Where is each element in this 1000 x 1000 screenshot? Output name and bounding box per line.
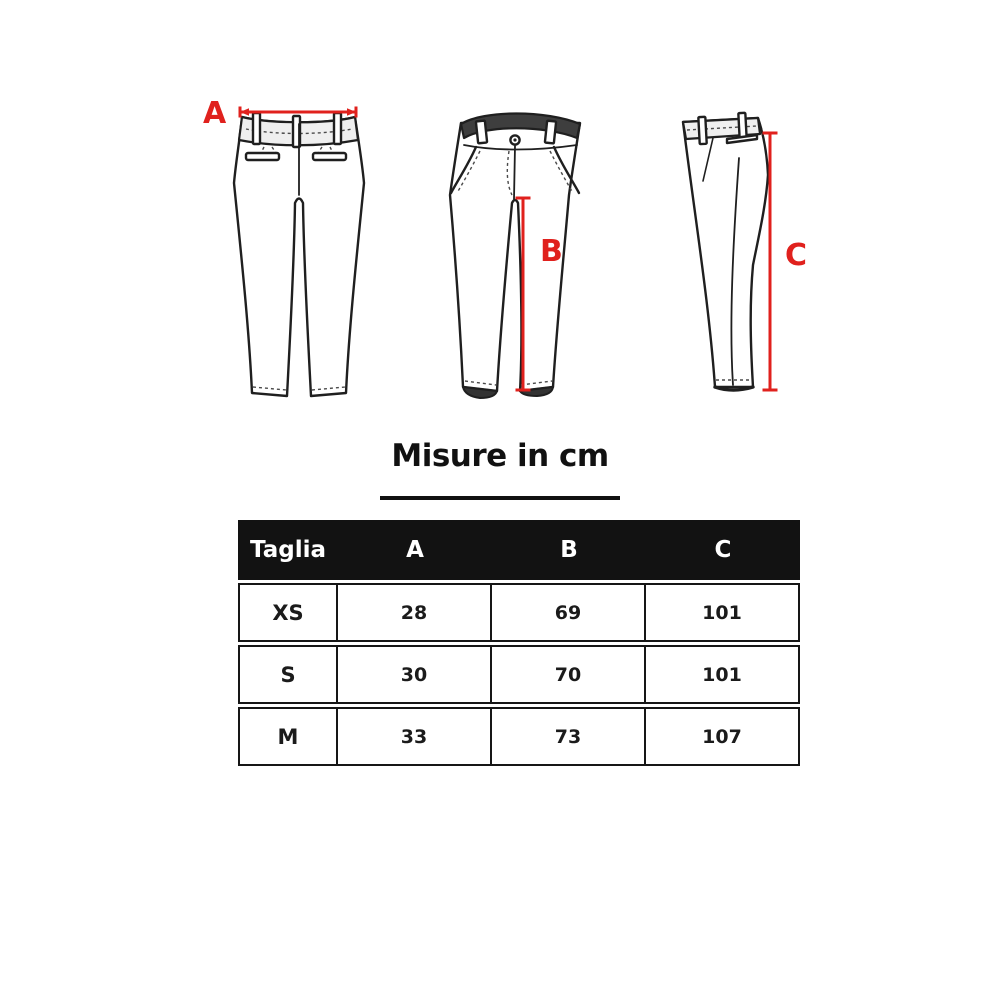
value-cell: 28 [338,583,492,642]
back-pocket-right [313,153,346,160]
pants-back-view-drawing [220,103,372,405]
value-cell: 101 [646,645,800,704]
measure-label-c: C [785,238,808,273]
table-row-xs [238,583,800,642]
value-cell: 69 [492,583,646,642]
column-header-b: B [492,520,646,580]
value-cell: 107 [646,707,800,766]
size-cell: XS [238,583,338,642]
measure-label-a: A [203,96,227,131]
column-header-c: C [646,520,800,580]
pants-front-view-drawing [424,103,606,405]
size-table [238,517,800,769]
back-pocket-left [246,153,279,160]
column-header-a: A [338,520,492,580]
table-row-s [238,645,800,704]
value-cell: 30 [338,645,492,704]
size-cell: M [238,707,338,766]
value-cell: 101 [646,583,800,642]
table-row-m [238,707,800,766]
page-title: Misure in cm [391,438,609,474]
value-cell: 73 [492,707,646,766]
size-cell: S [238,645,338,704]
value-cell: 33 [338,707,492,766]
column-header-taglia: Taglia [238,520,338,580]
value-cell: 70 [492,645,646,704]
measure-label-b: B [540,234,563,269]
size-table-header-row [238,520,800,580]
title-underline [380,496,620,500]
